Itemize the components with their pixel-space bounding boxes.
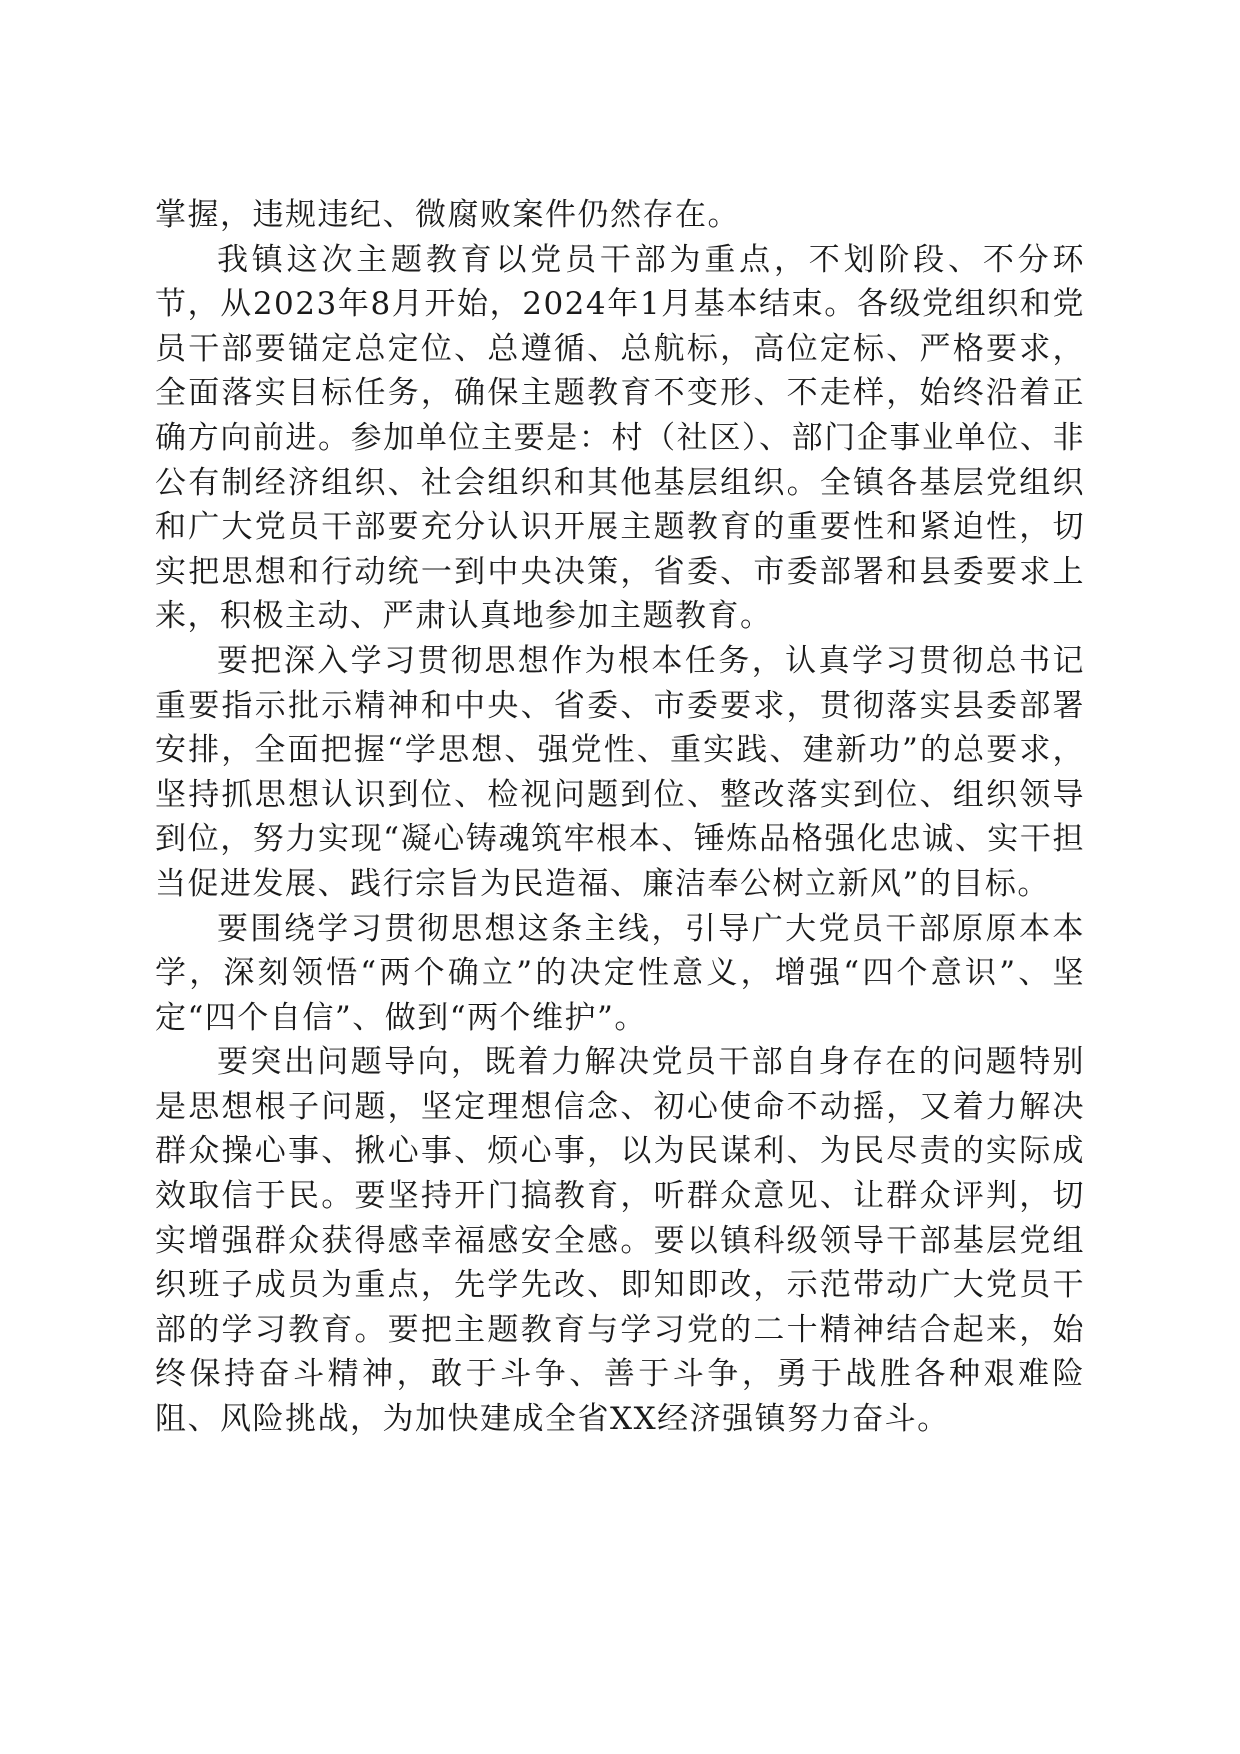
document-body [155, 193, 1085, 1442]
paragraph: 要突出问题导向，既着力解决党员干部自身存在的问题特别是思想根子问题，坚定理想信念、初心使命不动摇，又着力解决群众操心事、揪心事、烦心事，以为民谋利、为民尽责的实际成效取信于民。要坚持开门搞教育，听群众意见、让群众评判，切实增强群众获得感幸福感安全感。要以镇科级领导干部基层党组织班子成员为重点，先学先改、即知即改，示范带动广大党员干部的学习教育。要把主题教育与学习党的二十精神结合起来，始终保持奋斗精神，敢于斗争、善于斗争，勇于战胜各种艰难险阻、风险挑战，为加快建成全省XX经济强镇努力奋斗。 [155, 1044, 1085, 1438]
paragraph: 要把深入学习贯彻思想作为根本任务，认真学习贯彻总书记重要指示批示精神和中央、省委、市委要求，贯彻落实县委部署安排，全面把握“学思想、强党性、重实践、建新功”的总要求，坚持抓思想认识到位、检视问题到位、整改落实到位、组织领导到位，努力实现“凝心铸魂筑牢根本、锤炼品格强化忠诚、实干担当促进发展、践行宗旨为民造福、廉洁奉公树立新风”的目标。 [155, 642, 1085, 902]
paragraph: 要围绕学习贯彻思想这条主线，引导广大党员干部原原本本学，深刻领悟“两个确立”的决定性意义，增强“四个意识”、坚定“四个自信”、做到“两个维护”。 [155, 910, 1085, 1036]
paragraph-continued: 掌握，违规违纪、微腐败案件仍然存在。 [155, 197, 740, 233]
paragraph: 我镇这次主题教育以党员干部为重点，不划阶段、不分环节，从2023年8月开始，2024年1月基本结束。各级党组织和党员干部要锚定总定位、总遵循、总航标，高位定标、严格要求，全面落实目标任务，确保主题教育不变形、不走样，始终沿着正确方向前进。参加单位主要是：村（社区）、部门企事业单位、非公有制经济组织、社会组织和其他基层组织。全镇各基层党组织和广大党员干部要充分认识开展主题教育的重要性和紧迫性，切实把思想和行动统一到中央决策，省委、市委部署和县委要求上来，积极主动、严肃认真地参加主题教育。 [155, 241, 1085, 635]
